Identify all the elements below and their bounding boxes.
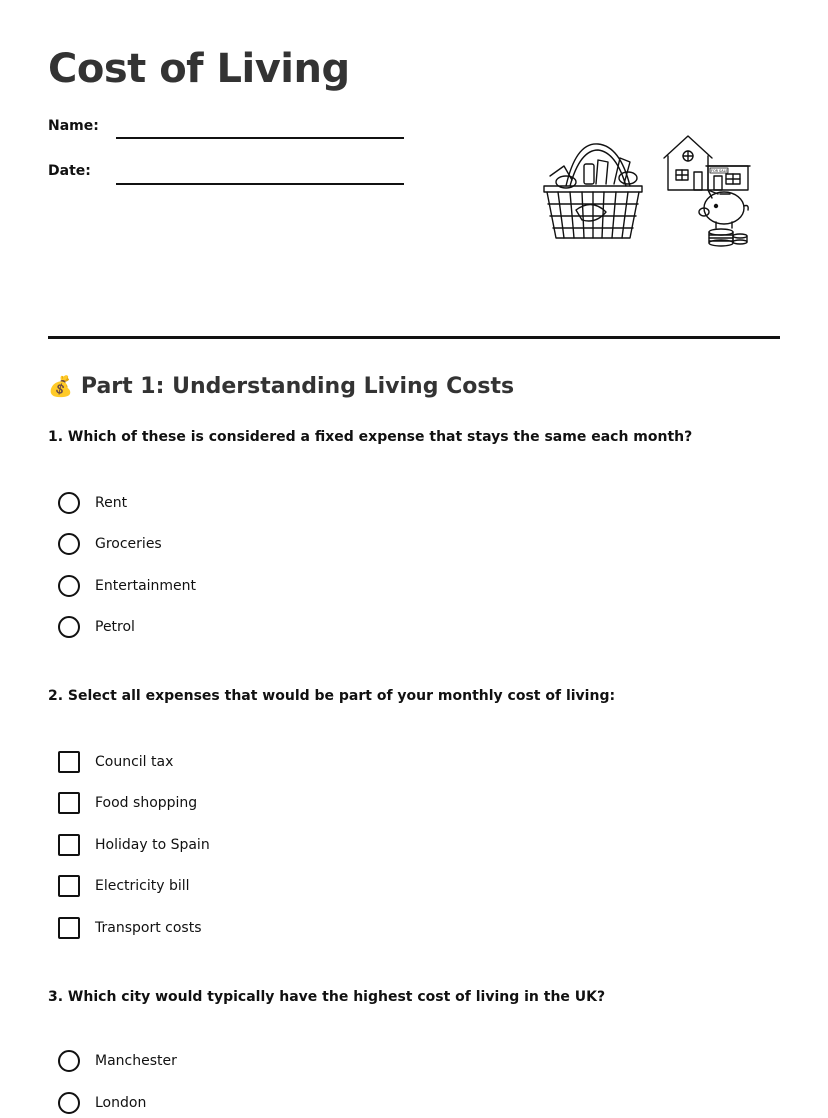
option-petrol[interactable] (58, 614, 135, 640)
for-sale-sign-text: FOR SALE (711, 169, 728, 173)
option-label: London (95, 1095, 147, 1111)
option-label: Manchester (95, 1053, 177, 1069)
option-rent[interactable] (58, 490, 127, 516)
option-holiday-to-spain[interactable] (58, 832, 210, 858)
name-label: Name: (48, 118, 99, 134)
radio-button[interactable] (58, 575, 80, 597)
option-label: Council tax (95, 754, 174, 770)
money-bag-icon: 💰 (48, 374, 73, 398)
option-entertainment[interactable] (58, 573, 196, 599)
worksheet-title: Cost of Living (48, 46, 350, 92)
checkbox[interactable] (58, 917, 80, 939)
option-food-shopping[interactable] (58, 790, 197, 816)
option-label: Transport costs (95, 920, 202, 936)
option-electricity-bill[interactable] (58, 873, 190, 899)
checkbox[interactable] (58, 875, 80, 897)
part1-title: Part 1: Understanding Living Costs (80, 374, 515, 399)
cost-of-living-illustration (536, 132, 756, 250)
option-label: Food shopping (95, 795, 198, 811)
option-label: Petrol (95, 619, 135, 635)
name-input-line[interactable] (116, 137, 404, 139)
date-input-line[interactable] (116, 183, 404, 185)
option-label: Rent (95, 495, 128, 511)
checkbox[interactable] (58, 834, 80, 856)
radio-button[interactable] (58, 1050, 80, 1072)
option-manchester[interactable] (58, 1048, 177, 1074)
option-label: Entertainment (95, 578, 197, 594)
checkbox[interactable] (58, 792, 80, 814)
question-2: 2. Select all expenses that would be part of your monthly cost of living: (48, 688, 616, 704)
part1-heading (48, 374, 514, 399)
radio-button[interactable] (58, 1092, 80, 1114)
option-label: Groceries (95, 536, 162, 552)
checkbox[interactable] (58, 751, 80, 773)
radio-button[interactable] (58, 492, 80, 514)
question-1: 1. Which of these is considered a fixed expense that stays the same each month? (48, 429, 693, 445)
question-3: 3. Which city would typically have the highest cost of living in the UK? (48, 989, 606, 1005)
shopping-basket-icon (544, 144, 642, 238)
section-divider (48, 336, 780, 339)
option-groceries[interactable] (58, 531, 162, 557)
option-label: Holiday to Spain (95, 837, 210, 853)
house-piggy-bank-icon (664, 136, 750, 246)
option-transport-costs[interactable] (58, 915, 201, 941)
radio-button[interactable] (58, 616, 80, 638)
radio-button[interactable] (58, 533, 80, 555)
option-label: Electricity bill (95, 878, 190, 894)
date-label: Date: (48, 163, 91, 179)
option-london[interactable] (58, 1090, 146, 1116)
option-council-tax[interactable] (58, 749, 173, 775)
